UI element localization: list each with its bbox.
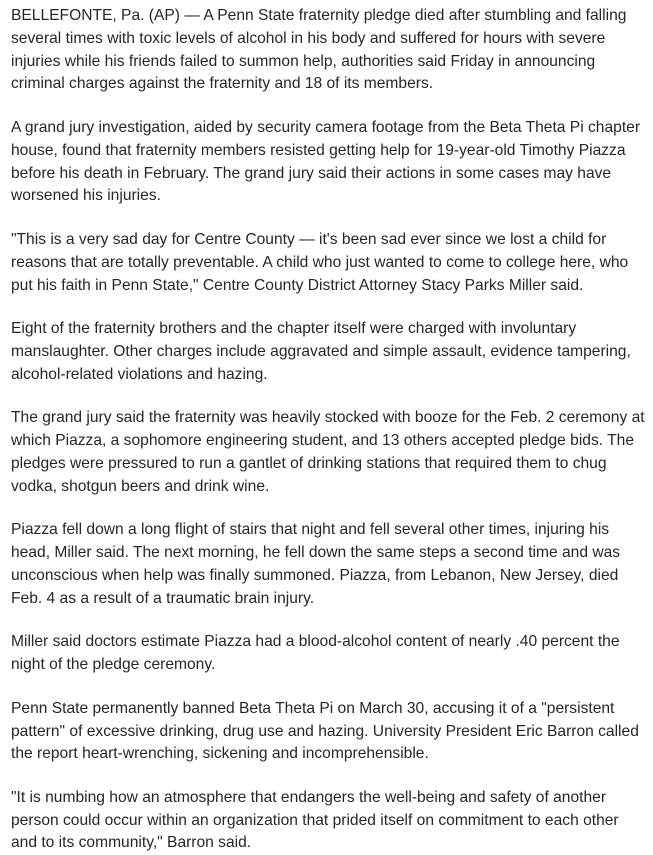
article-paragraph: "It is numbing how an atmosphere that endangers the well-being and safety of another person could occur within an organization that prided itself on commitment to each other and to its community," Barron said. (11, 788, 619, 852)
article-paragraph: Miller said doctors estimate Piazza had a blood-alcohol content of nearly .40 percent the night of the pledge ceremony. (11, 633, 620, 674)
article-paragraph: BELLEFONTE, Pa. (AP) — A Penn State fraternity pledge died after stumbling and falling several times with toxic levels of alcohol in his body and suffered for hours with severe injuries while his friends failed to summon help, authorities said Friday in announcing criminal charges against the fraternity and 18 of its members. (11, 7, 627, 93)
article-paragraph: A grand jury investigation, aided by security camera footage from the Beta Theta Pi chapter house, found that fraternity members resisted getting help for 19-year-old Timothy Piazza before his death in February. The grand jury said their actions in some cases may have worsened his injuries. (11, 118, 641, 205)
article-paragraph: The grand jury said the fraternity was heavily stocked with booze for the Feb. 2 ceremony at which Piazza, a sophomore engineering student, and 13 others accepted pledge bids. The pledges were pressured to run a gantlet of drinking stations that required them to chug vodka, shotgun beers and drink wine. (11, 409, 645, 495)
article-paragraph: Penn State permanently banned Beta Theta Pi on March 30, accusing it of a "persistent pattern" of excessive drinking, drug use and hazing. University President Eric Barron called the report heart-wrenching, sickening and incomprehensible. (11, 699, 639, 763)
article-paragraph: Eight of the fraternity brothers and the chapter itself were charged with involuntary manslaughter. Other charges include aggravated and simple assault, evidence tampering, alcohol-related violations and hazing. (11, 320, 631, 383)
article-paragraph: Piazza fell down a long flight of stairs that night and fell several other times, injuring his head, Miller said. The next morning, he fell down the same steps a second time and was unconscious when help was finally summoned. Piazza, from Lebanon, New Jersey, died Feb. 4 as a result of a traumatic brain injury. (11, 521, 621, 607)
article-paragraph: "This is a very sad day for Centre County — it's been sad ever since we lost a child for reasons that are totally preventable. A child who just wanted to come to college here, who put his faith in Penn State," Centre County District Attorney Stacy Parks Miller said. (11, 230, 629, 294)
